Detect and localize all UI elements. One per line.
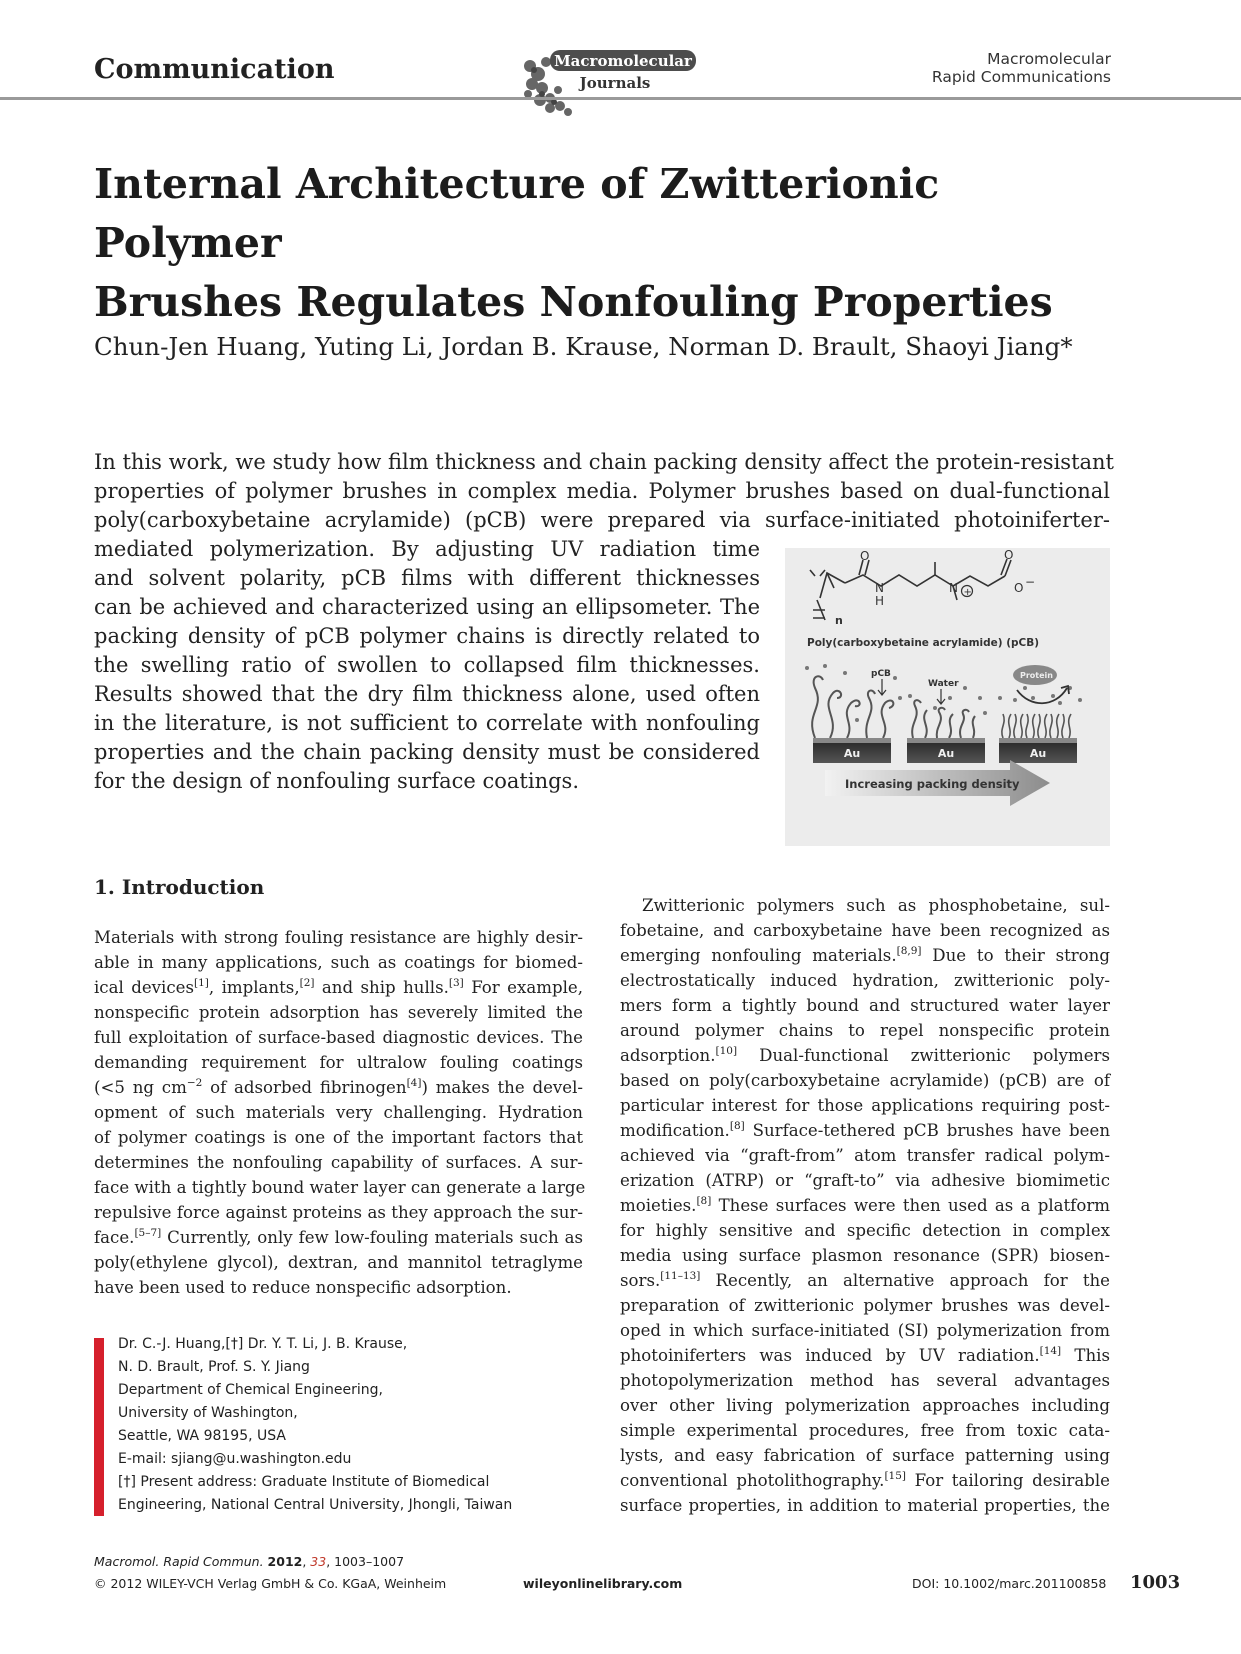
paragraph-line: lysts, and easy fabrication of surface patterning using xyxy=(620,1446,1110,1465)
abstract-line: and solvent polarity, pCB films with different thicknesses xyxy=(94,566,760,590)
paragraph-line: over other living polymerization approaches including xyxy=(620,1396,1110,1415)
atom-o3: O xyxy=(1014,581,1024,595)
paragraph-line: demanding requirement for ultralow fouling coatings xyxy=(94,1053,583,1072)
paragraph-line: photoiniferters was induced by UV radiation.[14] This xyxy=(620,1345,1110,1365)
abstract-line: can be achieved and characterized using an ellipsometer. The xyxy=(94,595,760,619)
article-title xyxy=(94,155,1124,332)
footer-volume: 33 xyxy=(310,1554,327,1569)
title-line: Internal Architecture of Zwitterionic Polymer xyxy=(94,160,940,267)
affiliation-line: Department of Chemical Engineering, xyxy=(118,1382,383,1398)
paragraph-line: sors.[11–13] Recently, an alternative approach for the xyxy=(620,1270,1110,1290)
paragraph-line: Materials with strong fouling resistance are highly desir- xyxy=(94,928,583,947)
author-list: Chun-Jen Huang, Yuting Li, Jordan B. Krause, Norman D. Brault, Shaoyi Jiang* xyxy=(94,332,1073,361)
affiliation-email[interactable]: E-mail: sjiang@u.washington.edu xyxy=(118,1451,352,1467)
paragraph-line: particular interest for those applications requiring post- xyxy=(620,1096,1110,1115)
paragraph-line: erization (ATRP) or “graft-to” via adhesive biomimetic xyxy=(620,1171,1110,1190)
toc-graphic xyxy=(785,548,1110,846)
affiliation-line: Dr. C.-J. Huang,[†] Dr. Y. T. Li, J. B. Krause, xyxy=(118,1336,408,1352)
paragraph-line: adsorption.[10] Dual-functional zwitterionic polymers xyxy=(620,1045,1110,1065)
paragraph-line: ical devices[1], implants,[2] and ship hulls.[3] For example, xyxy=(94,977,583,997)
arrow-label: Increasing packing density xyxy=(845,777,1020,791)
paragraph-line: emerging nonfouling materials.[8,9] Due to their strong xyxy=(620,945,1110,965)
footer-website-link[interactable]: wileyonlinelibrary.com xyxy=(523,1576,683,1591)
abstract-line: properties of polymer brushes in complex media. Polymer brushes based on dual-functional xyxy=(94,479,1110,503)
abstract-line: in the literature, is not sufficient to correlate with nonfouling xyxy=(94,711,760,735)
au-label: Au xyxy=(1029,747,1047,760)
paragraph-line: opment of such materials very challenging. Hydration xyxy=(94,1103,583,1122)
paragraph-line: nonspecific protein adsorption has severely limited the xyxy=(94,1003,583,1022)
footer-pages: 1003–1007 xyxy=(334,1554,405,1569)
logo-text-journals: Journals xyxy=(579,74,651,92)
paragraph-line: able in many applications, such as coatings for biomed- xyxy=(94,953,583,972)
charge-minus: − xyxy=(1025,575,1036,589)
header-rule xyxy=(0,97,1241,100)
journal-name-line-1: Macromolecular xyxy=(987,50,1111,68)
paragraph-line: oped in which surface-initiated (SI) polymerization from xyxy=(620,1321,1110,1340)
atom-o2: O xyxy=(1004,548,1014,562)
affiliation-line: Seattle, WA 98195, USA xyxy=(118,1428,286,1444)
atom-h: H xyxy=(875,594,885,608)
abstract-line: properties and the chain packing density must be considered xyxy=(94,740,760,764)
footer-journal-name: Macromol. Rapid Commun. xyxy=(94,1554,264,1569)
paragraph-line: determines the nonfouling capability of surfaces. A sur- xyxy=(94,1153,583,1172)
abstract-line: poly(carboxybetaine acrylamide) (pCB) were prepared via surface-initiated photoiniferter- xyxy=(94,508,1110,532)
paragraph-line: surface properties, in addition to material properties, the xyxy=(620,1496,1110,1515)
water-label: Water xyxy=(928,679,959,689)
paragraph-line: achieved via “graft-from” atom transfer radical polym- xyxy=(620,1146,1110,1165)
paragraph-line: conventional photolithography.[15] For tailoring desirable xyxy=(620,1470,1110,1490)
footer-citation: Macromol. Rapid Commun. 2012, 33, 1003–1007 xyxy=(94,1554,405,1569)
paragraph-line: face.[5–7] Currently, only few low-fouling materials such as xyxy=(94,1227,583,1247)
protein-label: Protein xyxy=(1020,671,1053,680)
atom-n-quat: N xyxy=(949,581,958,595)
paragraph-line: for highly sensitive and specific detection in complex xyxy=(620,1221,1110,1240)
subscript-n: n xyxy=(835,614,843,627)
abstract-line: In this work, we study how film thickness and chain packing density affect the protein-resistant xyxy=(94,450,1114,474)
au-label: Au xyxy=(843,747,861,760)
polymer-label: Poly(carboxybetaine acrylamide) (pCB) xyxy=(807,637,1040,649)
paragraph-line: around polymer chains to repel nonspecific protein xyxy=(620,1021,1110,1040)
pcb-label: pCB xyxy=(871,669,891,679)
page-number: 1003 xyxy=(1130,1572,1181,1593)
journal-logo xyxy=(520,40,700,118)
au-label: Au xyxy=(937,747,955,760)
paragraph-line: poly(ethylene glycol), dextran, and mannitol tetraglyme xyxy=(94,1253,583,1272)
abstract-line: for the design of nonfouling surface coatings. xyxy=(94,769,579,793)
abstract-line: the swelling ratio of swollen to collapsed film thicknesses. xyxy=(94,653,760,677)
journal-name-line-2: Rapid Communications xyxy=(931,68,1111,86)
paragraph-line: fobetaine, and carboxybetaine have been recognized as xyxy=(620,921,1110,940)
paragraph-line: of polymer coatings is one of the important factors that xyxy=(94,1128,583,1147)
paragraph-line: moieties.[8] These surfaces were then used as a platform xyxy=(620,1195,1110,1215)
affiliation-line: [†] Present address: Graduate Institute of Biomedical xyxy=(118,1474,490,1490)
affiliation-bar xyxy=(94,1338,104,1516)
footer-copyright: © 2012 WILEY-VCH Verlag GmbH & Co. KGaA, Weinheim xyxy=(94,1576,447,1591)
charge-plus: + xyxy=(963,587,972,598)
journal-name xyxy=(932,50,1111,86)
footer-year: 2012 xyxy=(267,1554,303,1569)
paragraph-line: mers form a tightly bound and structured water layer xyxy=(620,996,1110,1015)
section-label: Communication xyxy=(94,54,335,85)
paragraph-line: repulsive force against proteins as they approach the sur- xyxy=(94,1203,583,1222)
paragraph-line: electrostatically induced hydration, zwitterionic poly- xyxy=(620,971,1110,990)
section-heading: 1. Introduction xyxy=(94,875,265,899)
paragraph-line: (<5 ng $cm^{-2}$ of adsorbed fibrinogen[4]) makes the devel- xyxy=(94,1077,583,1097)
paragraph-line: simple experimental procedures, free from toxic cata- xyxy=(620,1421,1110,1440)
affiliation-line: University of Washington, xyxy=(118,1405,298,1421)
atom-n-amide: N xyxy=(875,581,884,595)
abstract-line: Results showed that the dry film thickness alone, used often xyxy=(94,682,760,706)
paragraph-line: media using surface plasmon resonance (SPR) biosen- xyxy=(620,1246,1110,1265)
affiliation-line: N. D. Brault, Prof. S. Y. Jiang xyxy=(118,1359,310,1375)
paragraph-line: modification.[8] Surface-tethered pCB brushes have been xyxy=(620,1120,1110,1140)
logo-text-macromolecular: Macromolecular xyxy=(554,52,692,70)
abstract-line: mediated polymerization. By adjusting UV radiation time xyxy=(94,537,760,561)
title-line: Brushes Regulates Nonfouling Properties xyxy=(94,278,1053,326)
paragraph-line: have been used to reduce nonspecific adsorption. xyxy=(94,1278,512,1297)
paragraph-line: face with a tightly bound water layer can generate a large xyxy=(94,1178,586,1197)
paragraph-line: based on poly(carboxybetaine acrylamide) (pCB) are of xyxy=(620,1071,1110,1090)
paragraph-line: full exploitation of surface-based diagnostic devices. The xyxy=(94,1028,583,1047)
footer-doi: DOI: 10.1002/marc.201100858 xyxy=(912,1576,1107,1591)
atom-o1: O xyxy=(860,549,870,563)
affiliation-line: Engineering, National Central University, Jhongli, Taiwan xyxy=(118,1497,513,1513)
abstract-line: packing density of pCB polymer chains is directly related to xyxy=(94,624,760,648)
paragraph-line: Zwitterionic polymers such as phosphobetaine, sul- xyxy=(642,896,1110,915)
paragraph-line: preparation of zwitterionic polymer brushes was devel- xyxy=(620,1296,1110,1315)
paragraph-line: photopolymerization method has several advantages xyxy=(620,1371,1110,1390)
